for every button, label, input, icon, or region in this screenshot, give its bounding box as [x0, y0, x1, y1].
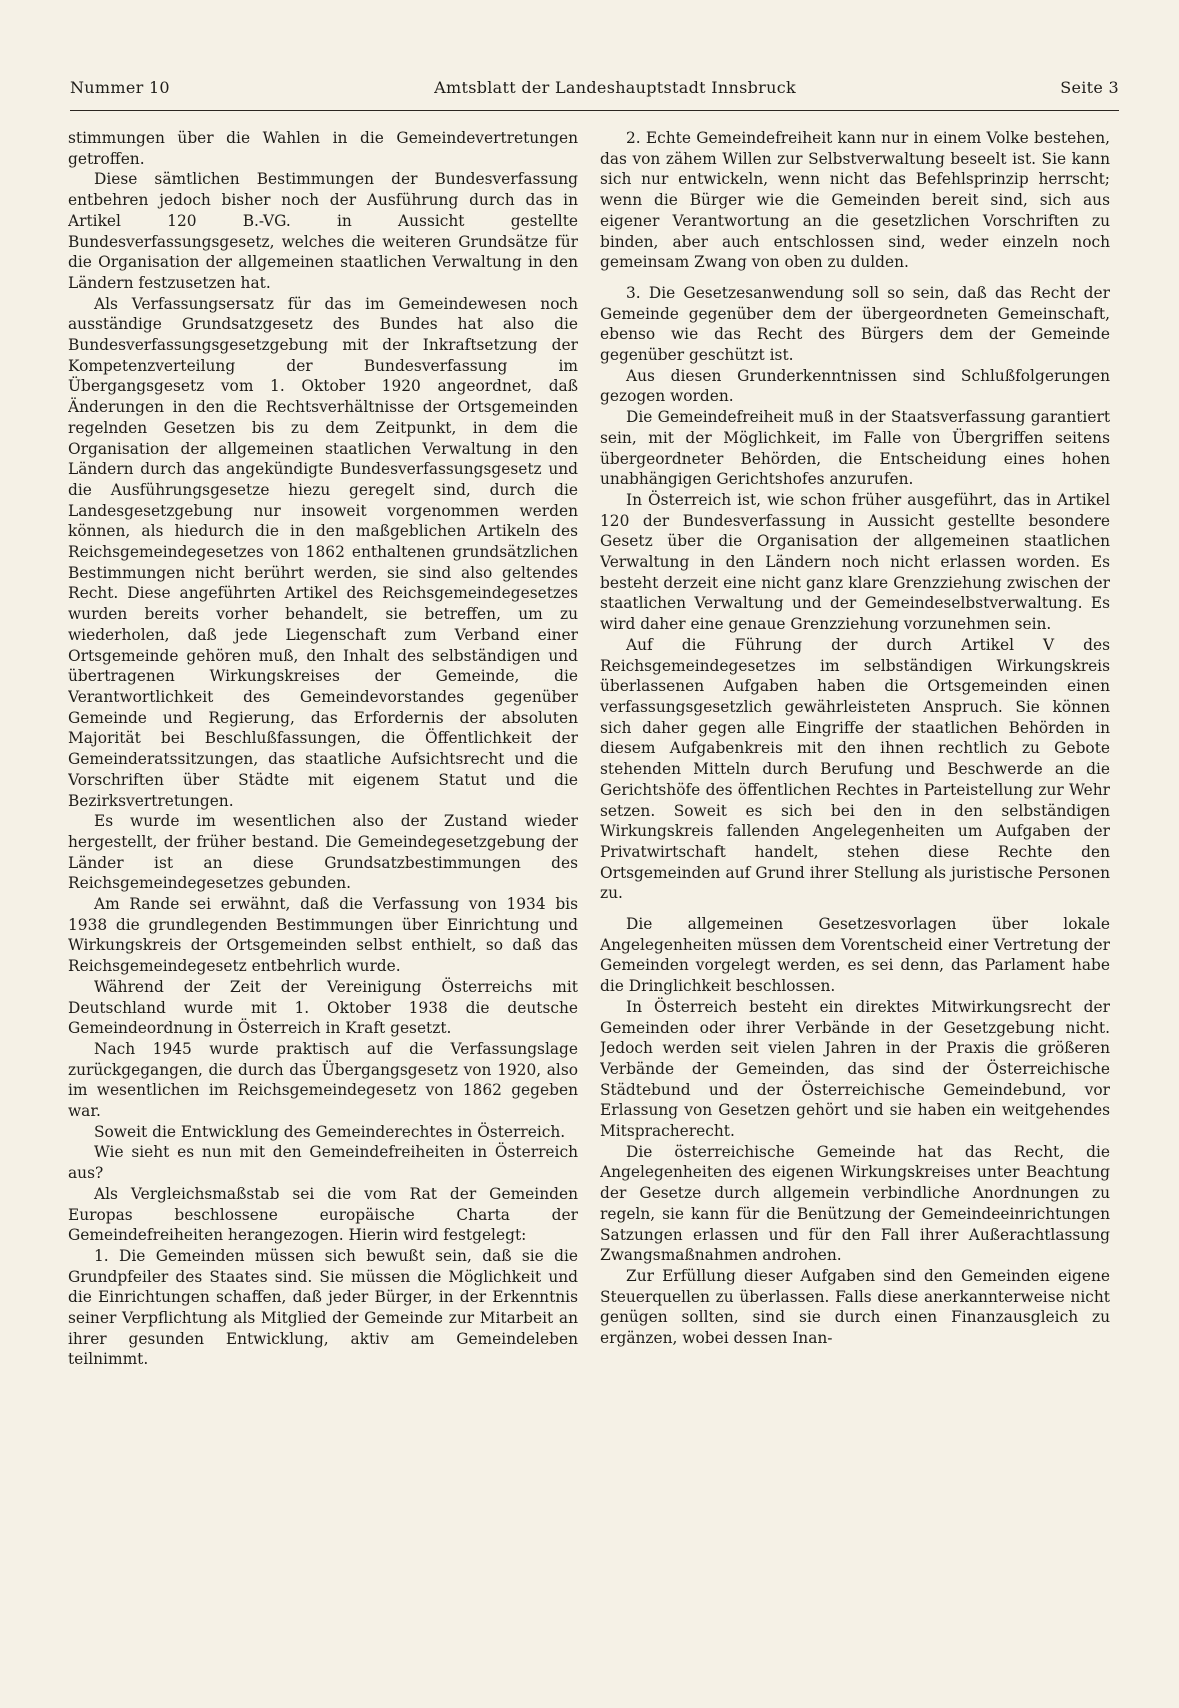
- page-number: Seite 3: [1060, 78, 1119, 97]
- paragraph: stimmungen über die Wahlen in die Gemeindevertretungen getroffen.: [68, 129, 578, 168]
- paragraph: In Österreich ist, wie schon früher ausgeführt, das in Artikel 120 der Bundesverfassung in Aussicht gestellte besondere Gesetz über die Organisation der allgemeinen staatlichen Verwaltung in den Ländern noch nicht erlassen worden. Es besteht derzeit eine nicht ganz klare Grenzziehung zwischen der staatlichen Verwaltung und der Gemeindeselbstverwaltung. Es wird daher eine genaue Grenzziehung vorzunehmen sein.: [600, 490, 1110, 634]
- paragraph: 3. Die Gesetzesanwendung soll so sein, daß das Recht der Gemeinde gegenüber dem der übergeordneten Gemeinschaft, ebenso wie das Recht des Bürgers dem der Gemeinde gegenüber geschützt ist.: [600, 283, 1110, 365]
- paragraph: 2. Echte Gemeindefreiheit kann nur in einem Volke bestehen, das von zähem Willen zur Selbstverwaltung beseelt ist. Sie kann sich nur entwickeln, wenn nicht das Befehlsprinzip herrscht; wenn die Bürger wie die Gemeinden bereit sind, sich aus eigener Verantwortung an die gesetzlichen Vorschriften zu binden, aber auch entschlossen sind, weder einzeln noch gemeinsam Zwang von oben zu dulden.: [600, 129, 1110, 272]
- paragraph: In Österreich besteht ein direktes Mitwirkungsrecht der Gemeinden oder ihrer Verbände in der Gesetzgebung nicht. Jedoch werden seit vielen Jahren in der Praxis die größeren Verbände der Gemeinden, das sind der Österreichische Städtebund und der Österreichische Gemeindebund, vor Erlassung von Gesetzen gehört und sie haben ein weitgehendes Mitspracherecht.: [600, 997, 1110, 1141]
- paragraph: Als Verfassungsersatz für das im Gemeindewesen noch ausständige Grundsatzgesetz des Bundes hat also die Bundesverfassungsgesetzgebung mit der Inkraftsetzung der Kompetenzverteilung der Bundesverfassung im Übergangsgesetz vom 1. Oktober 1920 angeordnet, daß Änderungen in den die Rechtsverhältnisse der Ortsgemeinden regelnden Gesetzen bis zu dem Zeitpunkt, in dem die Organisation der allgemeinen staatlichen Verwaltung in den Ländern durch das angekündigte Bundesverfassungsgesetz und die Ausführungsgesetze hiezu geregelt sind, durch die Landesgesetzgebung nur insoweit vorgenommen werden können, als hiedurch die in den maßgeblichen Artikeln des Reichsgemeindegesetzes von 1862 enthaltenen grundsätzlichen Bestimmungen nicht berührt werden, sie sind also geltendes Recht. Diese angeführten Artikel des Reichsgemeindegesetzes wurden bereits vorher behandelt, sie betreffen, um zu wiederholen, daß jede Liegenschaft zum Verband einer Ortsgemeinde gehören muß, den Inhalt des selbständigen und übertragenen Wirkungskreises der Gemeinde, die Verantwortlichkeit des Gemeindevorstandes gegenüber Gemeinde und Regierung, das Erfordernis der absoluten Majorität bei Beschlußfassungen, die Öffentlichkeit der Gemeinderatssitzungen, das staatliche Aufsichtsrecht und die Vorschriften über Städte mit eigenem Statut und die Bezirksvertretungen.: [68, 294, 578, 810]
- paragraph: Es wurde im wesentlichen also der Zustand wieder hergestellt, der früher bestand. Die Gemeindegesetzgebung der Länder ist an diese Grundsatzbestimmungen des Reichsgemeindegesetzes gebunden.: [68, 812, 578, 893]
- left-column: [68, 128, 578, 1668]
- paragraph: Während der Zeit der Vereinigung Österreichs mit Deutschland wurde mit 1. Oktober 1938 die deutsche Gemeindeordnung in Österreich in Kraft gesetzt.: [68, 977, 578, 1038]
- paragraph: Wie sieht es nun mit den Gemeindefreiheiten in Österreich aus?: [68, 1143, 578, 1183]
- issue-number: Nummer 10: [70, 78, 170, 97]
- paragraph: Die allgemeinen Gesetzesvorlagen über lokale Angelegenheiten müssen dem Vorentscheid einer Vertretung der Gemeinden vorgelegt werden, es sei denn, das Parlament habe die Dringlichkeit beschlossen.: [600, 915, 1110, 996]
- publication-title: Amtsblatt der Landeshauptstadt Innsbruck: [434, 78, 796, 97]
- paragraph: 1. Die Gemeinden müssen sich bewußt sein, daß sie die Grundpfeiler des Staates sind. Sie müssen die Möglichkeit und die Einrichtungen schaffen, daß jeder Bürger, in der Erkenntnis seiner Verpflichtung als Mitglied der Gemeinde zur Mitarbeit an ihrer gesunden Entwicklung, aktiv am Gemeindeleben teilnimmt.: [68, 1246, 578, 1369]
- paragraph: Aus diesen Grunderkenntnissen sind Schlußfolgerungen gezogen worden.: [600, 366, 1110, 406]
- right-column: [600, 128, 1110, 1668]
- paragraph: Am Rande sei erwähnt, daß die Verfassung von 1934 bis 1938 die grundlegenden Bestimmungen über Einrichtung und Wirkungskreis der Ortsgemeinden selbst enthielt, so daß das Reichsgemeindegesetz entbehrlich wurde.: [68, 895, 578, 976]
- page-header: [70, 78, 1119, 104]
- paragraph: Die Gemeindefreiheit muß in der Staatsverfassung garantiert sein, mit der Möglichkeit, im Falle von Übergriffen seitens übergeordneter Behörden, die Entscheidung eines hohen unabhängigen Gerichtshofes anzurufen.: [600, 408, 1110, 489]
- header-rule: [70, 110, 1119, 111]
- paragraph: Zur Erfüllung dieser Aufgaben sind den Gemeinden eigene Steuerquellen zu überlassen. Falls diese anerkannterweise nicht genügen sollten, sind sie durch einen Finanzausgleich zu ergänzen, wobei dessen Inan-: [600, 1266, 1110, 1348]
- paragraph: Soweit die Entwicklung des Gemeinderechtes in Österreich.: [94, 1122, 566, 1141]
- paragraph: Nach 1945 wurde praktisch auf die Verfassungslage zurückgegangen, die durch das Übergangsgesetz von 1920, also im wesentlichen im Reichsgemeindegesetz von 1862 gegeben war.: [68, 1039, 578, 1121]
- paragraph: Diese sämtlichen Bestimmungen der Bundesverfassung entbehren jedoch bisher noch der Ausführung durch das in Artikel 120 B.-VG. in Aussicht gestellte Bundesverfassungsgesetz, welches die weiteren Grundsätze für die Organisation der allgemeinen staatlichen Verwaltung in den Ländern festzusetzen hat.: [68, 170, 578, 292]
- paragraph: Als Vergleichsmaßstab sei die vom Rat der Gemeinden Europas beschlossene europäische Charta der Gemeindefreiheiten herangezogen. Hierin wird festgelegt:: [68, 1184, 578, 1245]
- paragraph: Auf die Führung der durch Artikel V des Reichsgemeindegesetzes im selbständigen Wirkungskreis überlassenen Aufgaben haben die Ortsgemeinden einen verfassungsgesetzlich gewährleisteten Anspruch. Sie können sich daher gegen alle Eingriffe der staatlichen Behörden in diesem Aufgabenkreis mit den ihnen rechtlich zu Gebote stehenden Mitteln durch Berufung und Beschwerde an die Gerichtshöfe des öffentlichen Rechtes in Parteistellung zur Wehr setzen. Soweit es sich bei den in den selbständigen Wirkungskreis fallenden Angelegenheiten um Aufgaben der Privatwirtschaft handelt, stehen diese Rechte den Ortsgemeinden auf Grund ihrer Stellung als juristische Personen zu.: [600, 635, 1110, 903]
- paragraph: Die österreichische Gemeinde hat das Recht, die Angelegenheiten des eigenen Wirkungskreises unter Beachtung der Gesetze durch allgemein verbindliche Anordnungen zu regeln, sie kann für die Benützung der Gemeindeeinrichtungen Satzungen erlassen und für den Fall ihrer Außerachtlassung Zwangsmaßnahmen androhen.: [600, 1142, 1110, 1265]
